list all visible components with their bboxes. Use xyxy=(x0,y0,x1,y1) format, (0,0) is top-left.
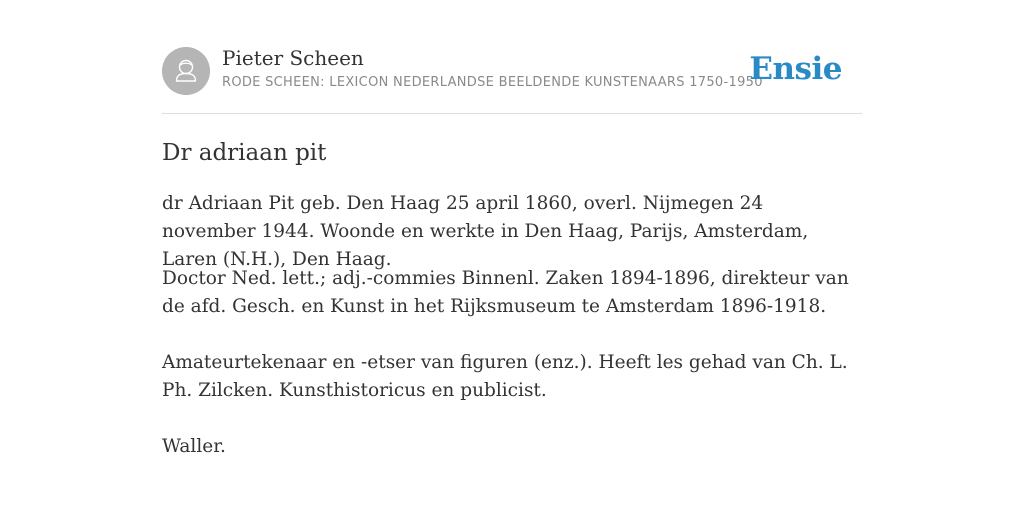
article-paragraph: Amateurtekenaar en -etser van figuren (enz.). Heeft les gehad van Ch. L. Ph. Zilcken. Kunsthistoricus en publicist. xyxy=(162,352,848,401)
user-avatar-icon[interactable] xyxy=(162,47,210,95)
author-name[interactable]: Pieter Scheen xyxy=(222,46,364,70)
article-card xyxy=(162,0,862,457)
brand-logo[interactable]: Ensie xyxy=(749,51,842,87)
article-paragraph: Waller. xyxy=(162,436,226,457)
article-paragraph: Doctor Ned. lett.; adj.-commies Binnenl. Zaken 1894-1896, direkteur van de afd. Gesch. en Kunst in het Rijksmuseum te Amsterdam 1896-1918. xyxy=(162,268,849,317)
source-title[interactable]: RODE SCHEEN: LEXICON NEDERLANDSE BEELDENDE KUNSTENAARS 1750-1950 xyxy=(222,75,763,90)
article-paragraph: dr Adriaan Pit geb. Den Haag 25 april 1860, overl. Nijmegen 24 november 1944. Woonde en werkte in Den Haag, Parijs, Amsterdam, Laren (N.H.), Den Haag. xyxy=(162,193,809,270)
article-title: Dr adriaan pit xyxy=(162,140,327,166)
article-header xyxy=(162,0,862,114)
